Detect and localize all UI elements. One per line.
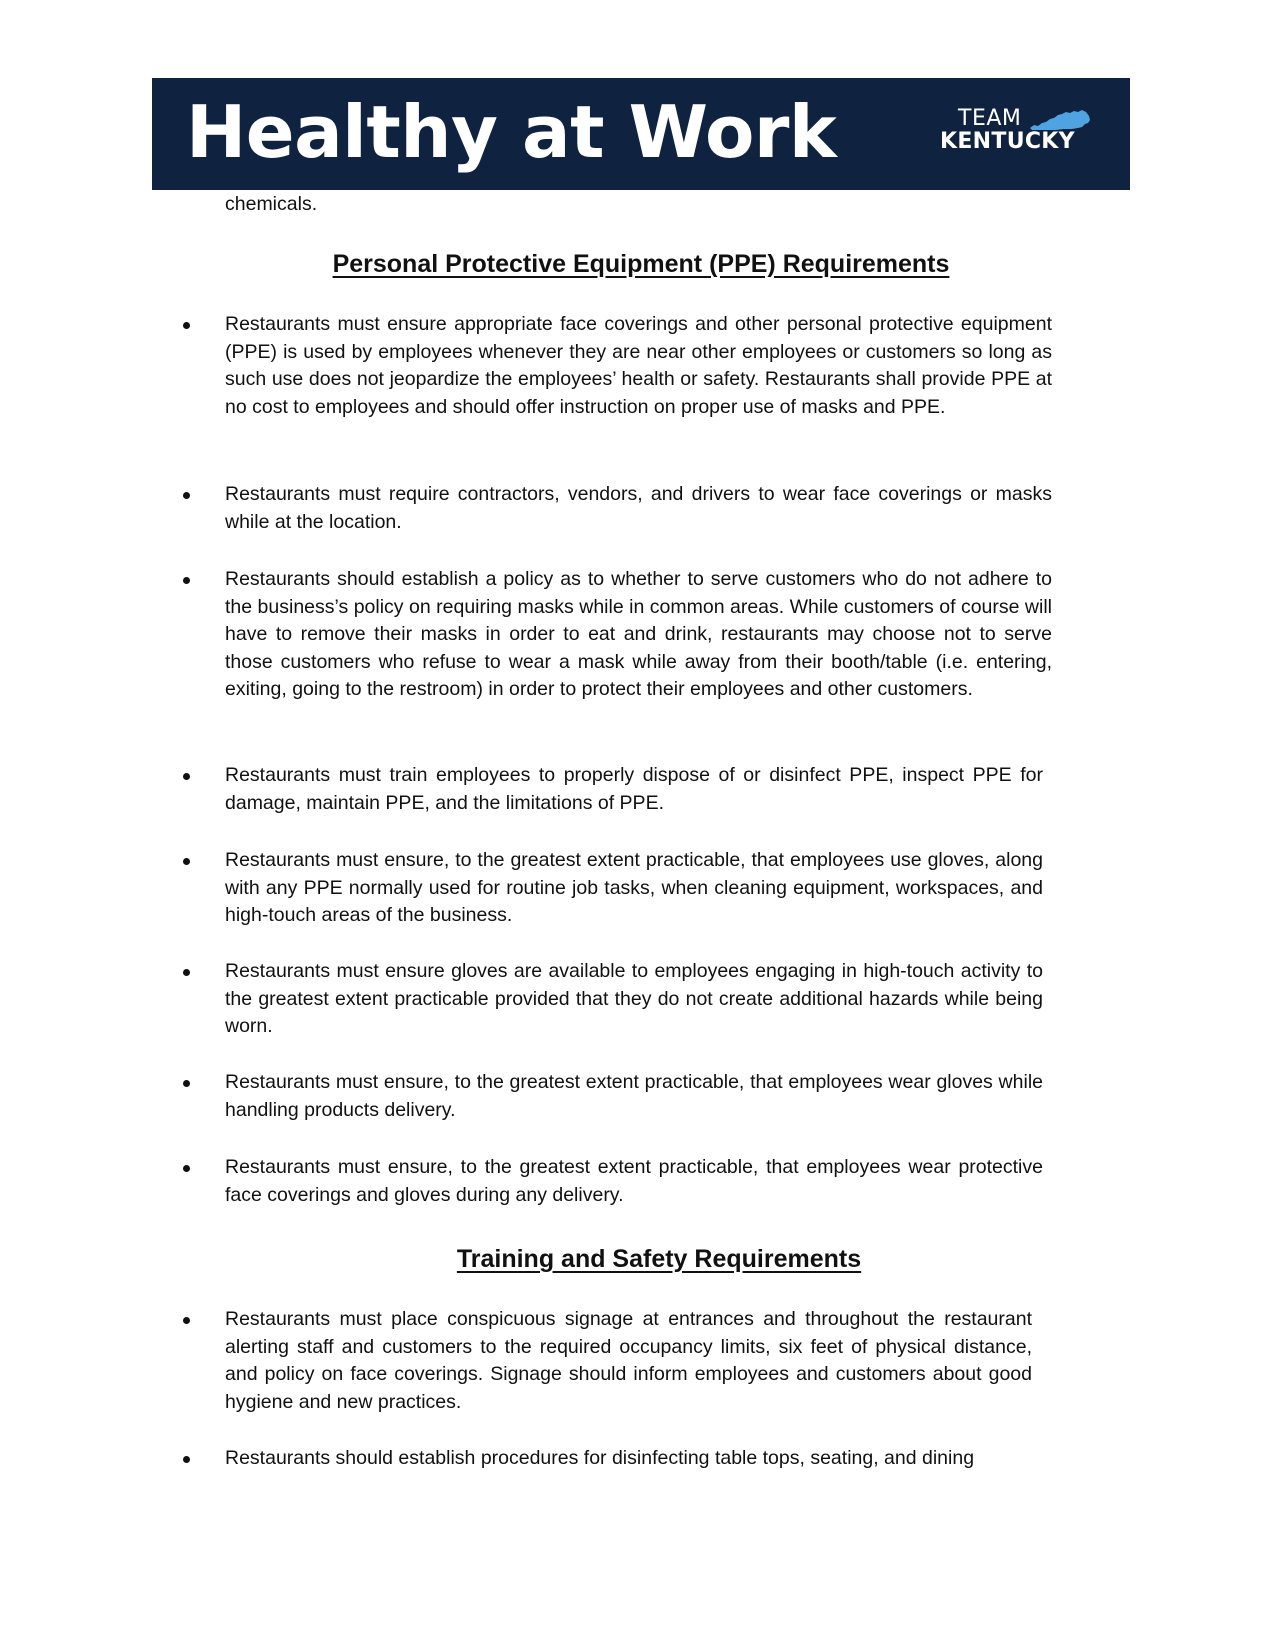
list-item-text: Restaurants should establish procedures for disinfecting table tops, seating, and dining (225, 1447, 975, 1469)
header-banner (152, 78, 1130, 190)
bullet-icon (183, 1165, 190, 1172)
list-item-text: Restaurants must ensure appropriate face coverings and other personal protective equipment (PPE) is used by employees whenever they are near other employees or customers so long as such use does not jeopardize the employees’ health or safety. Restaurants shall provide PPE at no cost to employees and should offer instruction on proper use of masks and PPE. (225, 313, 1052, 418)
bullet-icon (183, 773, 190, 780)
brand-state-text: KENTUCKY (940, 129, 1075, 154)
section-title-ppe: Personal Protective Equipment (PPE) Requirements (332, 250, 950, 278)
list-item-text: Restaurants must require contractors, vendors, and drivers to wear face coverings or masks while at the location. (225, 483, 1052, 533)
document-title: Healthy at Work (186, 90, 837, 174)
bullet-icon (183, 1456, 190, 1463)
list-item-text: Restaurants must train employees to properly dispose of or disinfect PPE, inspect PPE for damage, maintain PPE, and the limitations of PPE. (225, 764, 1043, 814)
bullet-icon (183, 969, 190, 976)
team-kentucky-logo (940, 106, 1100, 166)
bullet-icon (183, 1080, 190, 1087)
list-item-text: Restaurants must place conspicuous signage at entrances and throughout the restaurant alerting staff and customers to the required occupancy limits, six feet of physical distance, and policy on face coverings. Signage should inform employees and customers about good hygiene and new practices. (225, 1308, 1032, 1413)
bullet-icon (183, 577, 190, 584)
bullet-icon (183, 322, 190, 329)
brand-team-text: TEAM (958, 106, 1022, 131)
bullet-icon (183, 858, 190, 865)
list-item-text: Restaurants should establish a policy as to whether to serve customers who do not adhere to the business’s policy on requiring masks while in common areas. While customers of course will have to remove their masks in order to eat and drink, restaurants may choose not to serve those customers who refuse to wear a mask while away from their booth/table (i.e. entering, exiting, going to the restroom) in order to protect their employees and other customers. (225, 568, 1052, 700)
bullet-icon (183, 492, 190, 499)
list-item-text: Restaurants must ensure, to the greatest extent practicable, that employees use gloves, along with any PPE normally used for routine job tasks, when cleaning equipment, workspaces, and high-touch areas of the business. (225, 849, 1043, 926)
section-title-training-safety: Training and Safety Requirements (456, 1245, 862, 1273)
list-item-text: Restaurants must ensure, to the greatest extent practicable, that employees wear gloves while handling products delivery. (225, 1071, 1043, 1121)
bullet-icon (183, 1317, 190, 1324)
list-item-text: Restaurants must ensure gloves are available to employees engaging in high-touch activity to the greatest extent practicable provided that they do not create additional hazards while being worn. (225, 960, 1043, 1037)
continuation-text: chemicals. (225, 193, 318, 215)
list-item-text: Restaurants must ensure, to the greatest extent practicable, that employees wear protective face coverings and gloves during any delivery. (225, 1156, 1043, 1206)
